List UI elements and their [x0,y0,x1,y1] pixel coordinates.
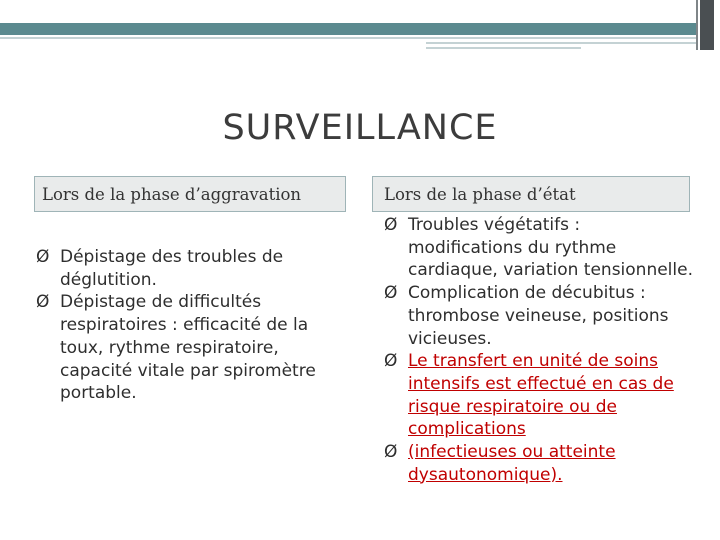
arrow-bullet-icon: Ø [36,292,50,313]
arrow-bullet-icon: Ø [384,351,398,372]
list-item-text: Dépistage de difficultés respiratoires : efficacité de la toux, rythme respiratoire, capacité vitale par spiromètre portable. [60,292,316,404]
list-item-text: Dépistage des troubles de déglutition. [60,247,284,290]
top-rule-short [426,42,696,44]
list-item [384,350,694,441]
corner-bar-edge [696,0,698,50]
top-rule-shorter [426,47,581,49]
list-item [384,441,694,486]
list-item [36,246,336,291]
right-bullet-list [384,214,694,486]
right-column-header [372,176,690,212]
left-bullet-list [36,246,336,405]
corner-bar [700,0,714,50]
arrow-bullet-icon: Ø [384,442,398,463]
list-item [384,282,694,350]
list-item-text: Complication de décubitus : thrombose veineuse, positions vicieuses. [408,283,669,349]
list-item [384,214,694,282]
arrow-bullet-icon: Ø [36,247,50,267]
left-column-header-text: Lors de la phase d’aggravation [42,184,302,204]
list-item-text-highlighted: (infectieuses ou atteinte dysautonomique). [408,442,616,485]
list-item-text: Troubles végétatifs : modifications du rythme cardiaque, variation tensionnelle. [408,215,693,281]
top-accent-bar [0,23,696,35]
right-column-header-text: Lors de la phase d’état [384,184,576,204]
top-rule [0,37,696,39]
slide-title: SURVEILLANCE [222,108,498,148]
arrow-bullet-icon: Ø [384,215,398,235]
list-item-text-highlighted: Le transfert en unité de soins intensifs est effectué en cas de risque respiratoire ou de complications [408,351,674,440]
left-column-header [34,176,346,212]
list-item [36,291,336,405]
arrow-bullet-icon: Ø [384,283,398,304]
